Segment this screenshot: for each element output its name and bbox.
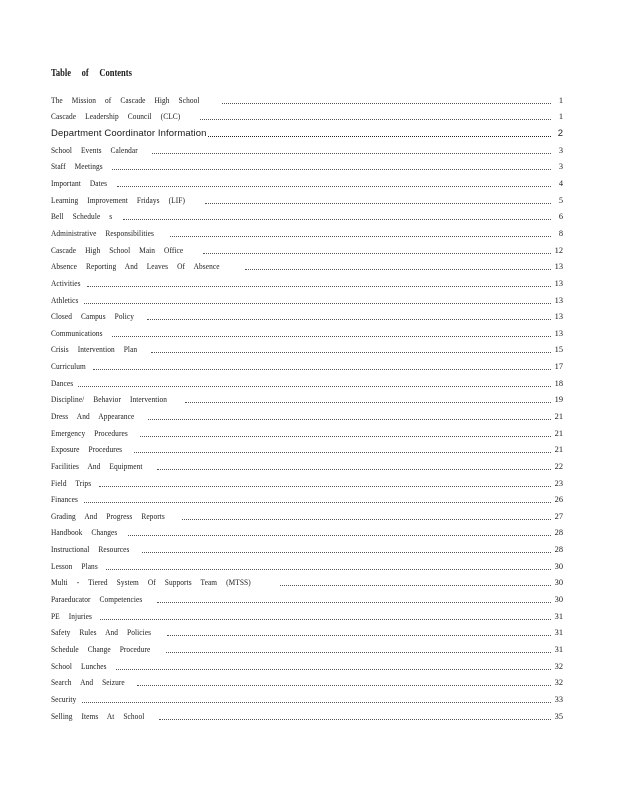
- toc-list: [51, 92, 563, 724]
- toc-entry-page-number: 33: [554, 694, 563, 704]
- toc-entry-page-number: 6: [558, 212, 563, 222]
- toc-entry[interactable]: [51, 192, 563, 209]
- toc-entry-label: Multi - Tiered System Of Supports Team (MTSS): [51, 578, 251, 588]
- toc-entry-label: Search And Seizure: [51, 678, 125, 688]
- dot-leader: [112, 169, 551, 170]
- toc-entry[interactable]: [51, 225, 563, 242]
- toc-entry[interactable]: [51, 159, 563, 176]
- toc-entry-label: Instructional Resources: [51, 545, 130, 555]
- dot-leader: [170, 236, 551, 237]
- dot-leader: [205, 203, 551, 204]
- toc-entry-label: Paraeducator Competencies: [51, 595, 143, 605]
- toc-entry-label: Security: [51, 694, 77, 704]
- toc-entry-page-number: 31: [554, 644, 563, 654]
- dot-leader: [157, 602, 551, 603]
- dot-leader: [100, 619, 551, 620]
- toc-entry-label: Grading And Progress Reports: [51, 511, 165, 521]
- toc-entry-label: Athletics: [51, 295, 79, 305]
- toc-entry-page-number: 13: [554, 278, 563, 288]
- toc-entry-label: Communications: [51, 328, 103, 338]
- toc-entry-page-number: 13: [554, 328, 563, 338]
- dot-leader: [128, 535, 550, 536]
- toc-entry[interactable]: [51, 125, 563, 142]
- dot-leader: [157, 469, 551, 470]
- toc-entry-page-number: 17: [554, 362, 563, 372]
- toc-entry-label: School Lunches: [51, 661, 107, 671]
- dot-leader: [78, 386, 550, 387]
- toc-entry-page-number: 28: [554, 528, 563, 538]
- toc-entry-label: Cascade High School Main Office: [51, 245, 184, 255]
- toc-entry-page-number: 1: [558, 95, 563, 105]
- toc-entry[interactable]: [51, 175, 563, 192]
- dot-leader: [280, 585, 551, 586]
- toc-entry[interactable]: [51, 208, 563, 225]
- toc-entry-label: School Events Calendar: [51, 145, 138, 155]
- dot-leader: [166, 652, 551, 653]
- toc-entry-page-number: 30: [554, 595, 563, 605]
- toc-entry-label: Bell Schedule s: [51, 212, 113, 222]
- toc-entry[interactable]: [51, 142, 563, 159]
- dot-leader: [84, 502, 551, 503]
- toc-entry-label: Handbook Changes: [51, 528, 118, 538]
- toc-entry[interactable]: [51, 475, 563, 492]
- dot-leader: [99, 486, 551, 487]
- toc-entry[interactable]: [51, 674, 563, 691]
- toc-entry-label: Safety Rules And Policies: [51, 628, 152, 638]
- toc-entry-page-number: 19: [554, 395, 563, 405]
- dot-leader: [222, 103, 551, 104]
- toc-entry-page-number: 18: [554, 378, 563, 388]
- toc-entry-label: Administrative Responsibilities: [51, 228, 154, 238]
- toc-entry-page-number: 31: [554, 611, 563, 621]
- dot-leader: [148, 419, 551, 420]
- toc-entry-label: Department Coordinator Information: [51, 128, 207, 140]
- dot-leader: [151, 352, 551, 353]
- toc-entry-label: Dress And Appearance: [51, 411, 135, 421]
- toc-entry[interactable]: [51, 308, 563, 325]
- toc-entry-page-number: 3: [558, 162, 563, 172]
- toc-entry[interactable]: [51, 325, 563, 342]
- dot-leader: [152, 153, 551, 154]
- toc-entry-page-number: 30: [554, 561, 563, 571]
- toc-entry-page-number: 5: [558, 195, 563, 205]
- toc-entry[interactable]: [51, 242, 563, 259]
- toc-entry[interactable]: [51, 441, 563, 458]
- toc-entry-label: Finances: [51, 495, 78, 505]
- toc-entry[interactable]: [51, 275, 563, 292]
- toc-entry[interactable]: [51, 575, 563, 592]
- toc-entry-page-number: 21: [554, 411, 563, 421]
- toc-title: Table of Contents: [51, 68, 132, 79]
- toc-entry-page-number: 35: [554, 711, 563, 721]
- dot-leader: [185, 402, 551, 403]
- dot-leader: [142, 552, 550, 553]
- dot-leader: [106, 569, 550, 570]
- toc-entry-page-number: 2: [557, 128, 563, 140]
- toc-entry-page-number: 22: [554, 461, 563, 471]
- toc-entry[interactable]: [51, 425, 563, 442]
- toc-entry[interactable]: [51, 608, 563, 625]
- toc-entry-page-number: 13: [554, 262, 563, 272]
- toc-entry[interactable]: [51, 708, 563, 725]
- toc-entry-label: Schedule Change Procedure: [51, 644, 151, 654]
- toc-entry-label: Curriculum: [51, 362, 86, 372]
- toc-entry-label: Closed Campus Policy: [51, 312, 134, 322]
- toc-entry[interactable]: [51, 392, 563, 409]
- dot-leader: [116, 669, 550, 670]
- toc-entry-page-number: 26: [554, 495, 563, 505]
- toc-entry[interactable]: [51, 691, 563, 708]
- toc-entry-label: The Mission of Cascade High School: [51, 95, 200, 105]
- toc-entry-label: Activities: [51, 278, 81, 288]
- toc-entry-label: Lesson Plans: [51, 561, 98, 571]
- dot-leader: [245, 269, 551, 270]
- toc-entry-label: Selling Items At School: [51, 711, 145, 721]
- toc-entry-label: Learning Improvement Fridays (LIF): [51, 195, 186, 205]
- dot-leader: [112, 336, 551, 337]
- toc-entry[interactable]: [51, 625, 563, 642]
- dot-leader: [123, 219, 551, 220]
- toc-entry[interactable]: [51, 292, 563, 309]
- toc-entry-label: PE Injuries: [51, 611, 92, 621]
- dot-leader: [167, 635, 551, 636]
- toc-entry[interactable]: [51, 109, 563, 126]
- dot-leader: [147, 319, 550, 320]
- dot-leader: [159, 719, 551, 720]
- toc-entry-page-number: 4: [558, 179, 563, 189]
- toc-entry-page-number: 32: [554, 661, 563, 671]
- dot-leader: [137, 685, 551, 686]
- toc-entry[interactable]: [51, 641, 563, 658]
- toc-entry-page-number: 1: [558, 112, 563, 122]
- toc-entry-page-number: 12: [554, 245, 563, 255]
- toc-entry-page-number: 8: [558, 228, 563, 238]
- toc-entry-label: Crisis Intervention Plan: [51, 345, 138, 355]
- toc-entry-label: Staff Meetings: [51, 162, 103, 172]
- dot-leader: [140, 436, 550, 437]
- toc-entry[interactable]: [51, 408, 563, 425]
- toc-entry-page-number: 3: [558, 145, 563, 155]
- toc-entry[interactable]: [51, 342, 563, 359]
- toc-entry-label: Facilities And Equipment: [51, 461, 143, 471]
- toc-entry-label: Dances: [51, 378, 74, 388]
- toc-entry[interactable]: [51, 541, 563, 558]
- toc-entry[interactable]: [51, 358, 563, 375]
- toc-entry-label: Cascade Leadership Council (CLC): [51, 112, 181, 122]
- dot-leader: [84, 303, 550, 304]
- toc-entry-label: Exposure Procedures: [51, 445, 123, 455]
- toc-entry[interactable]: [51, 375, 563, 392]
- toc-entry[interactable]: [51, 258, 563, 275]
- toc-entry-page-number: 13: [554, 295, 563, 305]
- dot-leader: [82, 702, 551, 703]
- toc-entry-label: Absence Reporting And Leaves Of Absence: [51, 262, 220, 272]
- toc-entry[interactable]: [51, 658, 563, 675]
- toc-entry-label: Discipline/ Behavior Intervention: [51, 395, 168, 405]
- toc-entry-page-number: 32: [554, 678, 563, 688]
- toc-entry[interactable]: [51, 508, 563, 525]
- toc-entry-page-number: 27: [554, 511, 563, 521]
- toc-entry[interactable]: [51, 92, 563, 109]
- toc-entry-page-number: 21: [554, 428, 563, 438]
- toc-entry[interactable]: [51, 558, 563, 575]
- toc-entry[interactable]: [51, 525, 563, 542]
- toc-entry-page-number: 15: [554, 345, 563, 355]
- toc-entry-page-number: 30: [554, 578, 563, 588]
- toc-entry-page-number: 21: [554, 445, 563, 455]
- toc-entry[interactable]: [51, 591, 563, 608]
- dot-leader: [93, 369, 551, 370]
- toc-entry-page-number: 28: [554, 545, 563, 555]
- dot-leader: [208, 136, 551, 137]
- toc-entry[interactable]: [51, 458, 563, 475]
- dot-leader: [200, 119, 551, 120]
- toc-entry-label: Field Trips: [51, 478, 92, 488]
- toc-entry-label: Important Dates: [51, 179, 108, 189]
- dot-leader: [117, 186, 551, 187]
- toc-entry-page-number: 31: [554, 628, 563, 638]
- toc-entry-page-number: 23: [554, 478, 563, 488]
- dot-leader: [87, 286, 551, 287]
- toc-entry-page-number: 13: [554, 312, 563, 322]
- toc-entry[interactable]: [51, 491, 563, 508]
- dot-leader: [203, 253, 550, 254]
- toc-entry-label: Emergency Procedures: [51, 428, 128, 438]
- dot-leader: [134, 452, 551, 453]
- dot-leader: [182, 519, 550, 520]
